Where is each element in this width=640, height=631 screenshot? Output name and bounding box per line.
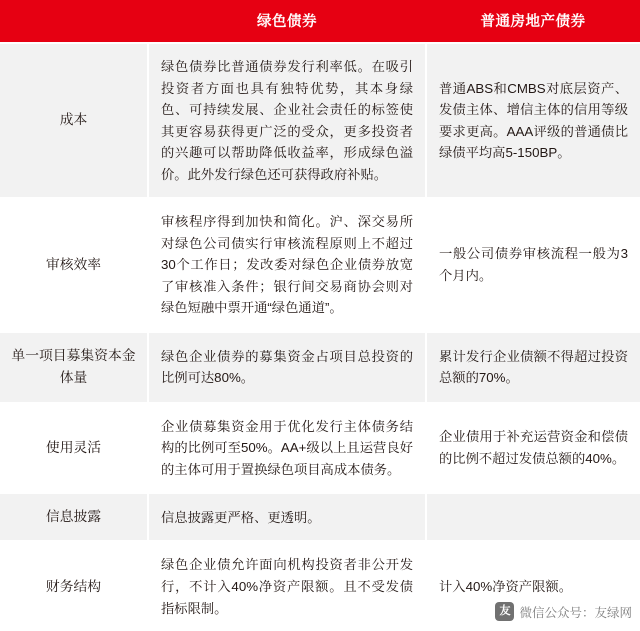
row-label-review-efficiency: 审核效率	[0, 199, 148, 331]
cell-green-cost: 绿色债券比普通债券发行利率低。在吸引投资者方面也具有独特优势，其本身绿色、可持续发展、企业社会责任的标签使其更容易获得更广泛的受众，更多投资者的兴趣可以帮助降低收益率，形成绿色溢价。此外发行绿色还可获得政府补贴。	[148, 44, 426, 197]
watermark-text: 微信公众号：友绿网	[519, 605, 632, 620]
watermark-logo-icon: 友	[495, 602, 514, 621]
row-label-disclosure: 信息披露	[0, 494, 148, 540]
table-header-row	[0, 0, 640, 42]
row-label-flexible-use: 使用灵活	[0, 404, 148, 493]
cell-normal-cost: 普通ABS和CMBS对底层资产、发债主体、增信主体的信用等级要求更高。AAA评级的普通债比绿债平均高5-150BP。	[426, 44, 640, 197]
cell-green-disclosure: 信息披露更严格、更透明。	[148, 494, 426, 540]
header-green-bond: 绿色债券	[148, 0, 426, 42]
table-row	[0, 199, 640, 331]
cell-normal-review-efficiency: 一般公司债券审核流程一般为3个月内。	[426, 199, 640, 331]
cell-normal-capital-volume: 累计发行企业债额不得超过投资总额的70%。	[426, 333, 640, 402]
row-label-financial-structure: 财务结构	[0, 542, 148, 631]
row-label-capital-volume: 单一项目募集资本金体量	[0, 333, 148, 402]
row-label-cost: 成本	[0, 44, 148, 197]
table-row	[0, 494, 640, 540]
cell-green-review-efficiency: 审核程序得到加快和简化。沪、深交易所对绿色公司债实行审核流程原则上不超过30个工作日；发改委对绿色企业债券放宽了审核准入条件；银行间交易商协会则对绿色短融中票开通“绿色通道”。	[148, 199, 426, 331]
table-row	[0, 44, 640, 197]
table-row	[0, 333, 640, 402]
header-corner-cell	[0, 0, 148, 42]
cell-green-capital-volume: 绿色企业债券的募集资金占项目总投资的比例可达80%。	[148, 333, 426, 402]
table-row	[0, 404, 640, 493]
cell-green-flexible-use: 企业债募集资金用于优化发行主体债务结构的比例可至50%。AA+级以上且运营良好的主体可用于置换绿色项目高成本债务。	[148, 404, 426, 493]
cell-normal-financial-structure: 计入40%净资产限额。	[426, 542, 640, 631]
cell-normal-flexible-use: 企业债用于补充运营资金和偿债的比例不超过发债总额的40%。	[426, 404, 640, 493]
cell-green-financial-structure: 绿色企业债允许面向机构投资者非公开发行，不计入40%净资产限额。且不受发债指标限制。	[148, 542, 426, 631]
header-normal-bond: 普通房地产债券	[426, 0, 640, 42]
cell-normal-disclosure	[426, 494, 640, 540]
watermark	[495, 602, 632, 621]
